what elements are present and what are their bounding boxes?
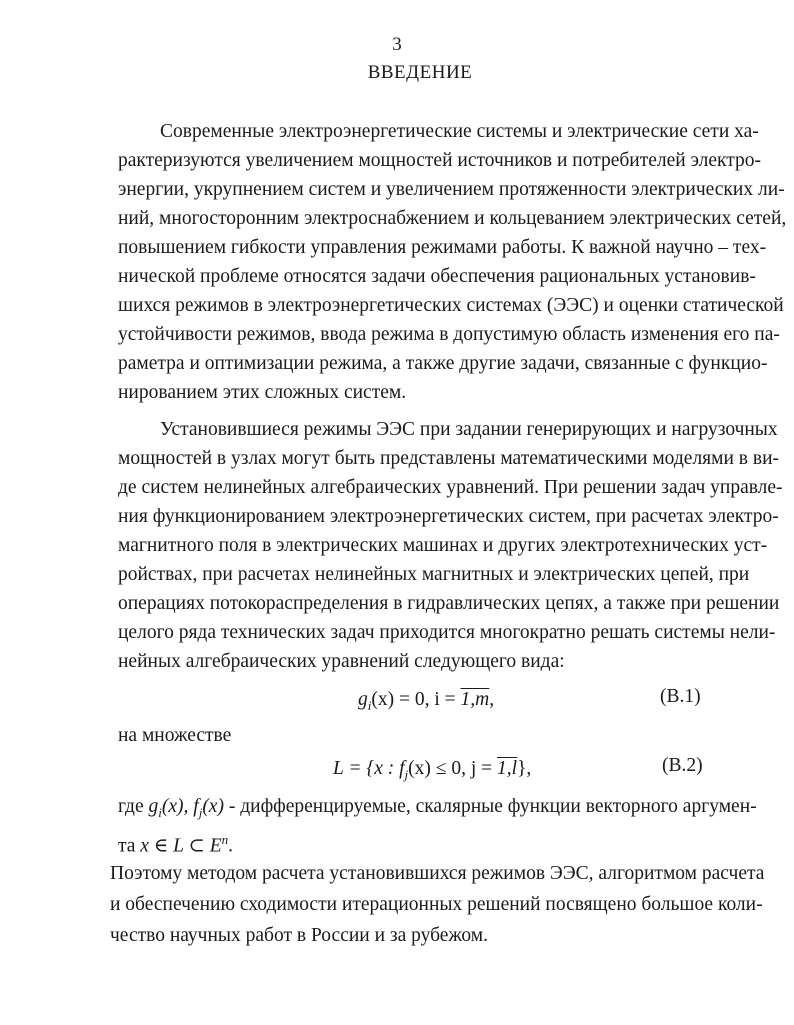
equation-number-b1: (В.1) [660, 686, 701, 707]
paragraph1-line: повышением гибкости управления режимами работы. К важной научно – тех- [118, 237, 767, 258]
paragraph3-line: Поэтому методом расчета установившихся режимов ЭЭС, алгоритмом расчета [110, 863, 765, 884]
paragraph1-line: нической проблеме относятся задачи обеспечения рациональных установив- [118, 266, 756, 287]
paragraph1-line: энергии, укрупнением систем и увеличением протяженности электрических ли- [118, 179, 785, 200]
paragraph2-line: нейных алгебраических уравнений следующего вида: [118, 651, 565, 672]
paragraph2-line: ния функционированием электроэнергетических систем, при расчетах электро- [118, 506, 779, 527]
section-heading: ВВЕДЕНИЕ [367, 62, 473, 83]
paragraph2-line: де систем нелинейных алгебраических уравнений. При решении задач управле- [118, 477, 783, 498]
paragraph2-line: ройствах, при расчетах нелинейных магнитных и электрических цепей, при [118, 564, 750, 585]
paragraph2-line: мощностей в узлах могут быть представлены математическими моделями в ви- [118, 448, 780, 469]
equation-number-b2: (В.2) [662, 755, 703, 776]
paragraph1-line: рактеризуются увеличением мощностей источников и потребителей электро- [118, 150, 761, 171]
paragraph1-line: раметра и оптимизации режима, а также другие задачи, связанные с функцио- [118, 353, 768, 374]
argument-line: та x ∈ L ⊂ $E^n$. [118, 832, 234, 857]
on-set-text: на множестве [118, 725, 232, 746]
paragraph2-line: целого ряда технических задач приходится многократно решать системы нели- [118, 622, 776, 643]
paragraph3-line: чество научных работ в России и за рубежом. [110, 925, 489, 946]
paragraph1-line: нированием этих сложных систем. [118, 382, 407, 403]
paragraph1-line: устойчивости режимов, ввода режима в допустимую область изменения его па- [118, 324, 780, 345]
where-line: где $g_i(x)$, $f_j(x)$ - дифференцируемые, скалярные функции векторного аргумен- [118, 796, 757, 820]
paragraph3-line: и обеспечению сходимости итерационных решений посвящено большое коли- [110, 894, 763, 915]
equation-b2: L = {x : $f_j(x) \le 0$, j = 1,l}, [333, 758, 532, 782]
equation-b1: $g_i(x) = 0$, i = 1,m, [358, 689, 495, 713]
paragraph2-line: операциях потокораспределения в гидравлических цепях, а также при решении [118, 593, 780, 614]
page-number: 3 [392, 34, 402, 55]
paragraph2-line: Установившиеся режимы ЭЭС при задании генерирующих и нагрузочных [160, 419, 778, 440]
paragraph1-line: ний, многосторонним электроснабжением и кольцеванием электрических сетей, [118, 208, 787, 229]
paragraph2-line: магнитного поля в электрических машинах и других электротехнических уст- [118, 535, 768, 556]
paragraph1-line: шихся режимов в электроэнергетических системах (ЭЭС) и оценки статической [118, 295, 784, 316]
paragraph1-line: Современные электроэнергетические системы и электрические сети ха- [160, 121, 759, 142]
